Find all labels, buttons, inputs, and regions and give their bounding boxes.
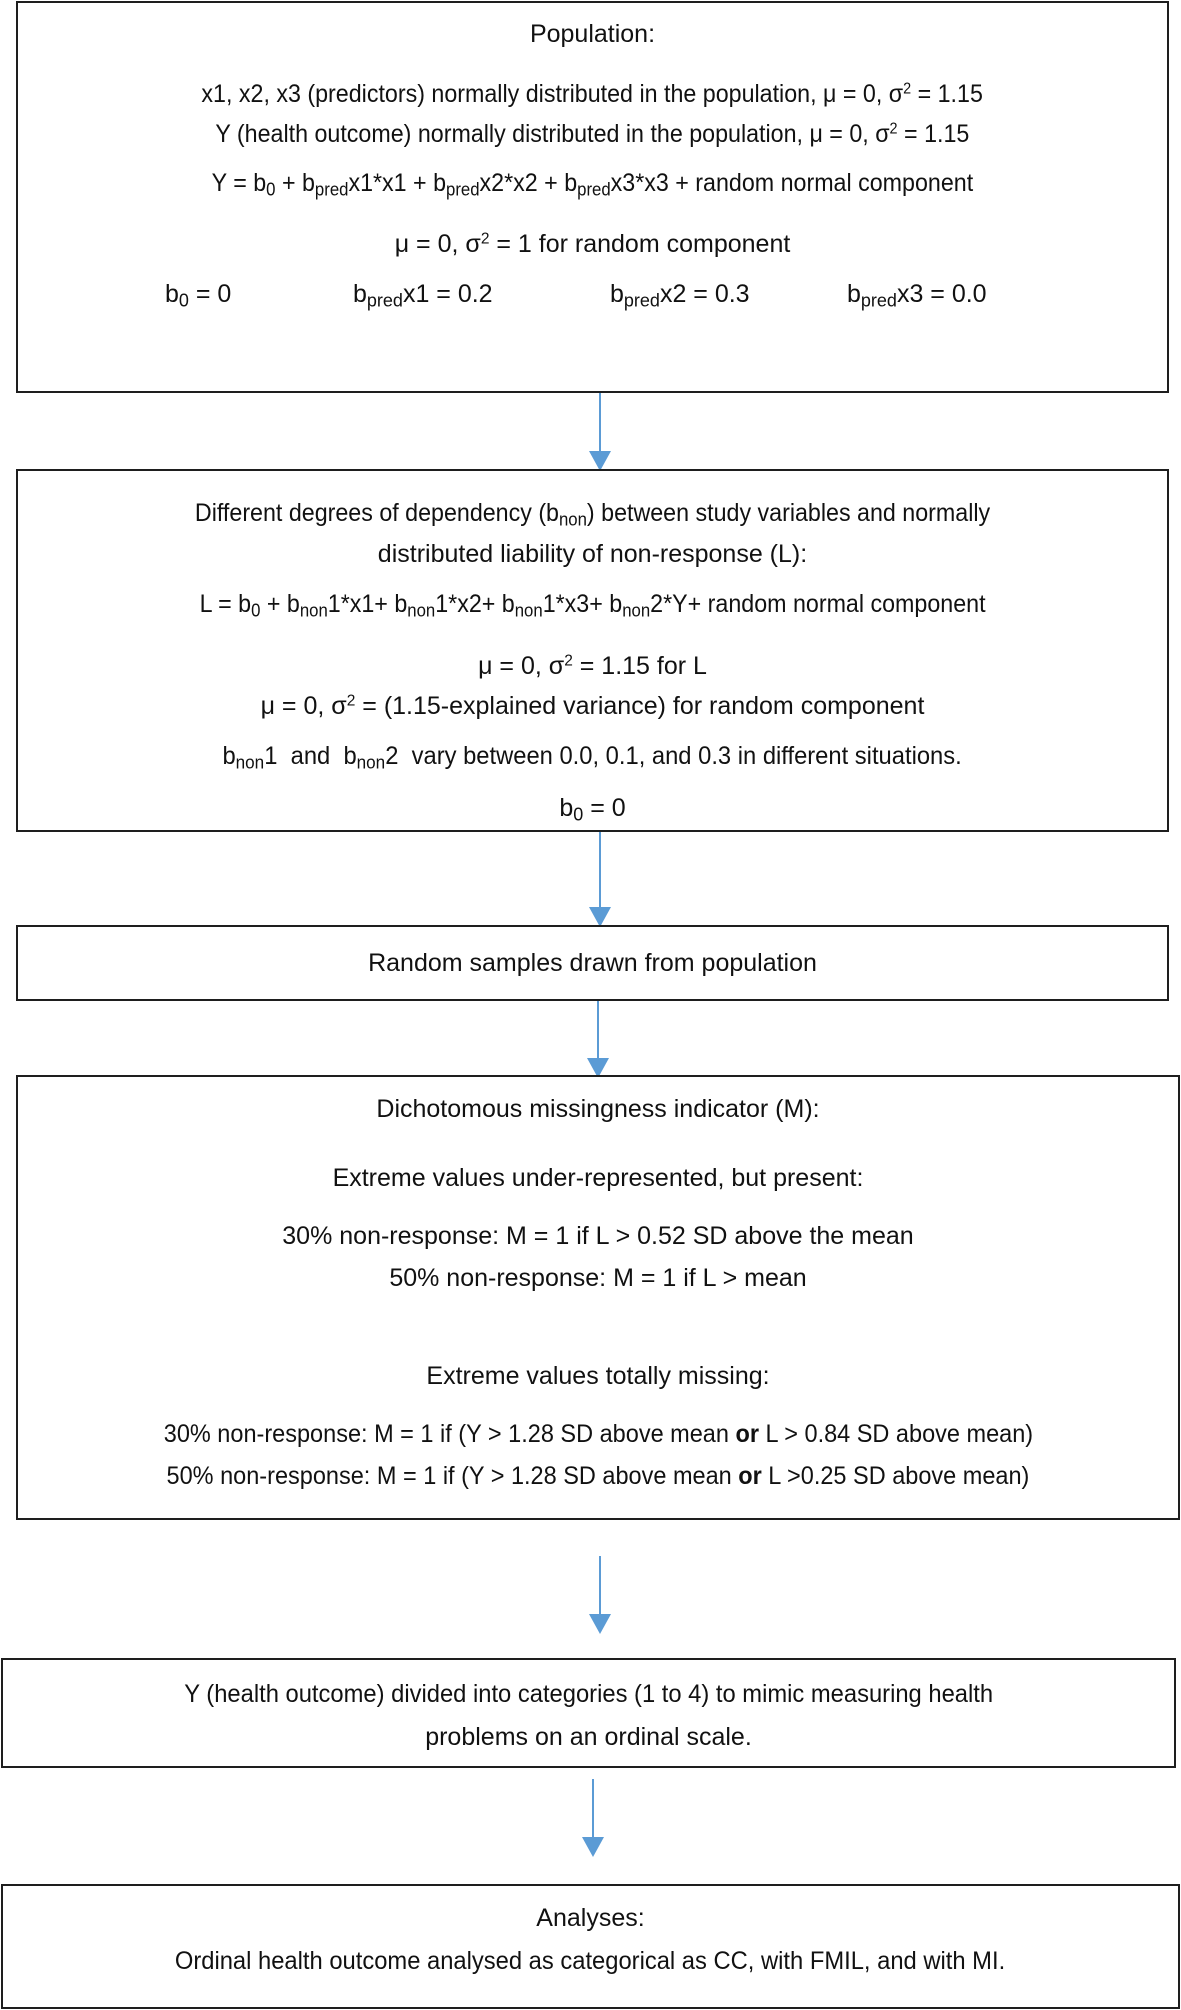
present-30: 30% non-response: M = 1 if L > 0.52 SD above the mean: [282, 1222, 914, 1250]
dependency-box: [16, 469, 1169, 832]
population-title: Population:: [529, 20, 656, 48]
sampling-box: [16, 925, 1169, 1001]
dependency-line-2: distributed liability of non-response (L):: [377, 540, 808, 568]
analyses-box: [1, 1884, 1180, 2009]
predictors-line: x1, x2, x3 (predictors) normally distributed in the population, μ = 0, $\sigma^2 = 1.15$: [201, 80, 984, 108]
analyses-title: Analyses:: [536, 1904, 645, 1932]
outcome-equation: $Y = b_0 + b_{pred}x1*x1 + b_{pred}x2*x2 + b_{pred}x3*x3$ + random normal component: [211, 169, 974, 200]
b0-line: $b_0 = 0$: [559, 794, 626, 825]
present-50: 50% non-response: M = 1 if L > mean: [389, 1264, 807, 1292]
categorize-line-2: problems on an ordinal scale.: [425, 1723, 752, 1751]
population-box: [16, 1, 1169, 393]
coef-b0: $b_0 = 0$: [165, 280, 232, 311]
random-distribution-line: μ = 0, $\sigma^2$ = (1.15-explained variance) for random component: [260, 692, 925, 720]
missing-50: 50% non-response: M = 1 if (Y > 1.28 SD above mean or L >0.25 SD above mean): [166, 1462, 1030, 1490]
random-component-line: μ = 0, $\sigma^2 = 1$ for random component: [394, 230, 791, 258]
analyses-text: Ordinal health outcome analysed as categorical as CC, with FMIL, and with MI.: [175, 1947, 1006, 1975]
missingness-title: Dichotomous missingness indicator (M):: [376, 1095, 820, 1123]
arrow-down-icon: [599, 832, 601, 925]
missing-30: 30% non-response: M = 1 if (Y > 1.28 SD above mean or L > 0.84 SD above mean): [163, 1420, 1033, 1448]
coef-bpred-x1: $b_{pred}x1 = 0.2$: [353, 280, 493, 311]
outcome-line: Y (health outcome) normally distributed in the population, μ = 0, $\sigma^2 = 1.15$: [215, 120, 970, 148]
vary-line: $b_{non}1$ and $b_{non}2$ vary between 0.0, 0.1, and 0.3 in different situations.: [222, 742, 963, 773]
categorize-box: [1, 1658, 1176, 1768]
coef-bpred-x3: $b_{pred}x3 = 0.0$: [847, 280, 987, 311]
dependency-line-1: Different degrees of dependency $(b_{non})$ between study variables and normally: [194, 499, 991, 530]
sampling-text: Random samples drawn from population: [368, 949, 817, 977]
missing-heading: Extreme values totally missing:: [426, 1362, 770, 1390]
liability-equation: $L = b_0 + b_{non}1*x1+ b_{non}1*x2+ b_{non}1*x3+ b_{non}2*Y+$ random normal component: [199, 590, 986, 621]
arrow-down-icon: [599, 393, 601, 469]
present-heading: Extreme values under-represented, but present:: [332, 1164, 864, 1192]
missingness-box: [16, 1075, 1180, 1520]
arrow-down-icon: [592, 1779, 594, 1855]
l-distribution-line: μ = 0, $\sigma^2 = 1.15$ for L: [478, 652, 707, 680]
arrow-down-icon: [599, 1556, 601, 1632]
arrow-down-icon: [597, 1001, 599, 1076]
coef-bpred-x2: $b_{pred}x2 = 0.3$: [610, 280, 750, 311]
categorize-line-1: Y (health outcome) divided into categories (1 to 4) to mimic measuring health: [184, 1680, 993, 1708]
